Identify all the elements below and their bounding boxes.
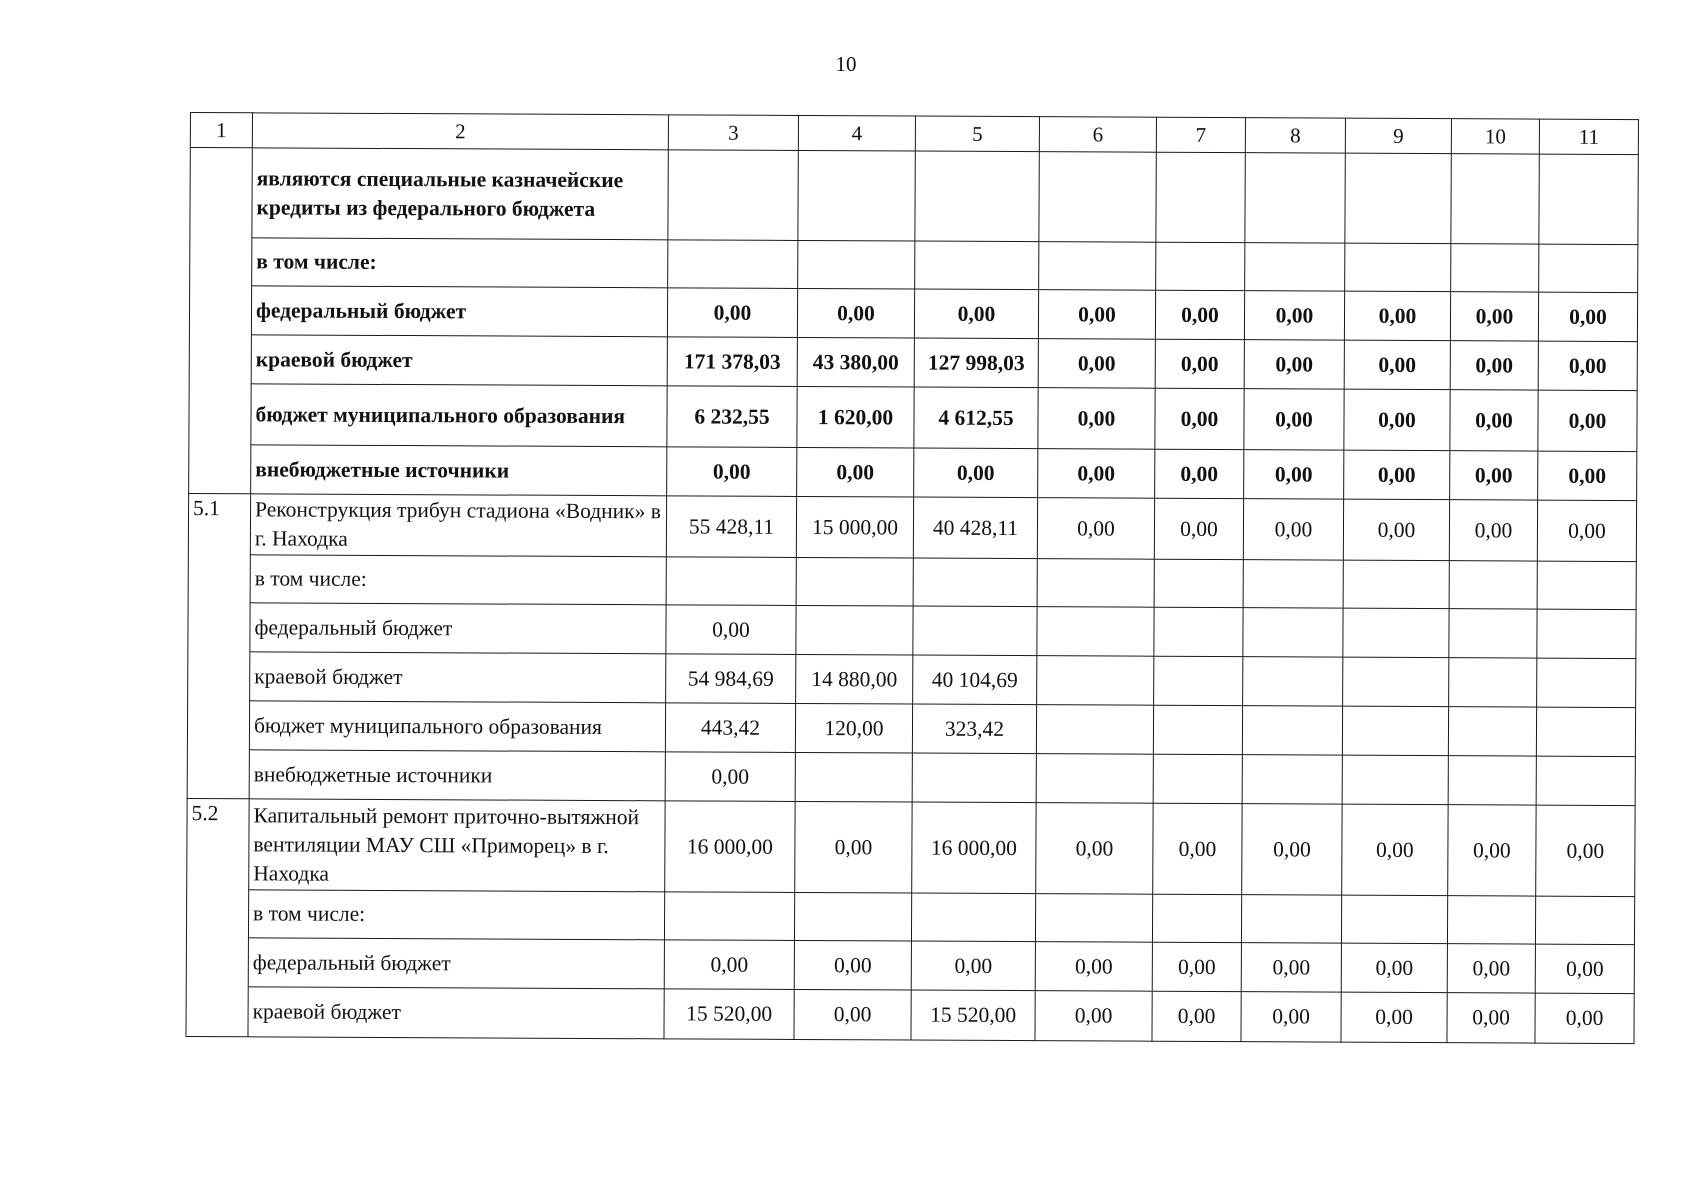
value-cell-col-10 [1451,244,1539,292]
table-row [187,749,1635,805]
value-cell-col-7: 0,00 [1153,803,1242,894]
row-label-cell: федеральный бюджет [250,603,666,654]
value-cell-col-6: 0,00 [1035,991,1152,1042]
value-cell-col-4: 0,00 [794,940,911,990]
value-cell-col-9 [1341,895,1447,944]
row-label-cell: в том числе: [248,890,664,940]
value-cell-col-9 [1343,560,1449,609]
value-cell-col-11 [1537,609,1636,658]
value-cell-col-9 [1342,755,1448,805]
column-header: 8 [1245,118,1345,153]
table-row [188,651,1636,707]
value-cell-col-4 [798,240,915,289]
value-cell-col-11 [1535,896,1634,944]
value-cell-col-11: 0,00 [1538,390,1637,451]
value-cell-col-9 [1345,153,1451,244]
row-label-cell: в том числе: [250,555,666,605]
value-cell-col-11: 0,00 [1535,993,1634,1043]
value-cell-col-5: 4 612,55 [914,387,1038,449]
row-label-cell: федеральный бюджет [251,286,667,337]
table-row [189,334,1637,390]
value-cell-col-5: 0,00 [911,941,1035,991]
value-cell-col-6 [1036,705,1153,755]
value-cell-col-9 [1345,243,1451,292]
value-cell-col-4 [796,557,913,606]
value-cell-col-9 [1343,608,1449,658]
value-cell-col-5: 40 104,69 [913,655,1037,705]
value-cell-col-7: 0,00 [1155,290,1244,339]
value-cell-col-7: 0,00 [1155,339,1244,388]
value-cell-col-6: 0,00 [1038,290,1155,340]
table-row [186,889,1634,944]
value-cell-col-11: 0,00 [1538,292,1637,341]
column-header: 2 [252,113,668,150]
value-cell-col-6 [1039,242,1156,291]
value-cell-col-5: 16 000,00 [912,802,1036,894]
row-label-cell: бюджет муниципального образования [251,384,667,447]
value-cell-col-9: 0,00 [1344,389,1450,451]
value-cell-col-4 [794,892,911,941]
value-cell-col-7: 0,00 [1154,498,1243,559]
table-row [186,986,1634,1043]
row-label-cell: внебюджетные источники [249,750,665,801]
value-cell-col-6 [1037,607,1154,657]
row-label-cell: являются специальные казначейские кредиты из федерального бюджета [252,148,668,240]
value-cell-col-7 [1152,894,1241,942]
value-cell-col-7 [1154,559,1243,607]
value-cell-col-11 [1537,561,1636,609]
value-cell-col-3: 0,00 [667,447,797,497]
table-row [186,937,1634,993]
value-cell-col-7: 0,00 [1152,942,1241,991]
value-cell-col-8: 0,00 [1244,291,1344,340]
value-cell-col-11: 0,00 [1538,451,1637,500]
value-cell-col-9: 0,00 [1341,992,1447,1043]
value-cell-col-7: 0,00 [1155,449,1244,498]
page-number: 10 [835,52,857,76]
value-cell-col-11: 0,00 [1537,500,1636,561]
value-cell-col-5 [913,606,1037,656]
value-cell-col-6 [1039,152,1156,243]
value-cell-col-10 [1449,658,1537,707]
row-label-cell: краевой бюджет [248,987,664,1039]
value-cell-col-8 [1243,560,1343,608]
column-header: 11 [1539,119,1638,154]
value-cell-col-9 [1343,657,1449,707]
value-cell-col-8 [1242,755,1342,804]
value-cell-col-10 [1448,707,1536,756]
value-cell-col-11: 0,00 [1535,944,1634,993]
value-cell-col-5 [915,241,1039,290]
value-cell-col-4: 0,00 [794,989,911,1040]
table-row [187,798,1635,896]
table-row [187,700,1635,756]
value-cell-col-6: 0,00 [1038,339,1155,389]
value-cell-col-7 [1156,152,1245,242]
row-label-cell: бюджет муниципального образования [249,701,665,752]
value-cell-col-4: 120,00 [795,703,912,753]
value-cell-col-4: 0,00 [797,447,914,497]
value-cell-col-10 [1449,609,1537,658]
column-header: 1 [190,113,252,148]
value-cell-col-6: 0,00 [1037,498,1154,560]
value-cell-col-3: 0,00 [665,752,795,802]
value-cell-col-3: 54 984,69 [666,654,796,704]
table-row [190,148,1638,245]
value-cell-col-5: 127 998,03 [914,338,1038,388]
column-header: 6 [1039,117,1156,153]
budget-table-body [186,113,1638,1044]
value-cell-col-9 [1342,706,1448,756]
value-cell-col-6 [1037,656,1154,706]
value-cell-col-8: 0,00 [1243,499,1343,560]
value-cell-col-9: 0,00 [1343,499,1449,561]
row-code-cell [189,148,253,494]
value-cell-col-9: 0,00 [1344,450,1450,500]
column-header: 9 [1345,118,1451,154]
value-cell-col-3: 0,00 [667,288,797,338]
value-cell-col-3: 15 520,00 [664,989,794,1040]
value-cell-col-3 [666,557,796,606]
value-cell-col-10: 0,00 [1450,341,1538,390]
value-cell-col-11 [1539,154,1638,244]
value-cell-col-3: 0,00 [664,940,794,990]
row-label-cell: краевой бюджет [251,335,667,386]
value-cell-col-10: 0,00 [1450,292,1538,341]
value-cell-col-5 [912,753,1036,803]
budget-table [185,112,1639,1044]
value-cell-col-8: 0,00 [1242,804,1342,895]
row-label-cell: краевой бюджет [250,652,666,703]
value-cell-col-6: 0,00 [1038,449,1155,499]
column-header: 10 [1451,119,1539,154]
value-cell-col-7: 0,00 [1152,991,1241,1041]
value-cell-col-8 [1241,895,1341,943]
value-cell-col-8 [1242,706,1342,755]
value-cell-col-3 [668,150,798,241]
column-header: 3 [668,115,798,151]
value-cell-col-6: 0,00 [1035,942,1152,992]
value-cell-col-11: 0,00 [1538,341,1637,390]
value-cell-col-4 [796,605,913,655]
row-label-cell: внебюджетные источники [251,445,667,496]
row-label-cell: Реконструкция трибун стадиона «Водник» в г. Находка [250,494,666,557]
value-cell-col-7 [1154,607,1243,656]
value-cell-col-11 [1537,658,1636,707]
table-row [188,554,1636,609]
value-cell-col-8 [1243,657,1343,706]
column-header: 4 [798,115,915,151]
value-cell-col-5 [913,558,1037,607]
value-cell-col-10 [1451,154,1539,244]
value-cell-col-4: 0,00 [795,801,912,893]
row-code-cell: 5.1 [187,493,250,798]
value-cell-col-10 [1447,896,1535,944]
value-cell-col-8 [1243,608,1343,657]
row-label-cell: в том числе: [252,238,668,288]
value-cell-col-5 [911,893,1035,942]
value-cell-col-5 [915,151,1039,242]
value-cell-col-10: 0,00 [1447,993,1535,1043]
table-row [188,602,1636,658]
value-cell-col-6: 0,00 [1036,803,1153,895]
value-cell-col-8: 0,00 [1244,450,1344,499]
value-cell-col-5: 40 428,11 [913,497,1037,559]
value-cell-col-10: 0,00 [1447,944,1535,993]
value-cell-col-5: 323,42 [912,704,1036,754]
value-cell-col-8 [1245,243,1345,291]
value-cell-col-4 [798,150,915,241]
value-cell-col-3: 0,00 [666,605,796,655]
value-cell-col-10: 0,00 [1450,451,1538,500]
value-cell-col-3: 55 428,11 [666,496,796,558]
column-header: 5 [915,116,1039,152]
value-cell-col-11: 0,00 [1536,805,1635,896]
value-cell-col-4: 1 620,00 [797,386,914,448]
value-cell-col-8: 0,00 [1244,340,1344,389]
row-code-cell: 5.2 [186,798,249,1036]
value-cell-col-3: 16 000,00 [665,801,795,893]
value-cell-col-9: 0,00 [1341,943,1447,993]
value-cell-col-4: 14 880,00 [796,654,913,704]
value-cell-col-8 [1245,153,1345,243]
value-cell-col-9: 0,00 [1342,804,1448,896]
value-cell-col-7 [1153,705,1242,754]
table-row [190,238,1638,293]
value-cell-col-8: 0,00 [1241,943,1341,992]
value-cell-col-11 [1539,244,1638,292]
value-cell-col-3 [664,892,794,941]
value-cell-col-4: 43 380,00 [797,337,914,387]
value-cell-col-8: 0,00 [1241,992,1341,1042]
value-cell-col-10: 0,00 [1449,500,1537,561]
value-cell-col-9: 0,00 [1344,340,1450,390]
value-cell-col-6 [1036,754,1153,804]
table-row [189,286,1637,342]
value-cell-col-5: 15 520,00 [911,990,1035,1041]
value-cell-col-9: 0,00 [1344,291,1450,341]
value-cell-col-6 [1035,894,1152,943]
table-row [189,444,1637,500]
value-cell-col-7 [1153,754,1242,803]
value-cell-col-10 [1449,561,1537,609]
value-cell-col-7 [1156,242,1245,290]
column-header: 7 [1156,117,1245,152]
value-cell-col-10: 0,00 [1448,805,1536,896]
value-cell-col-3 [668,240,798,289]
value-cell-col-3: 443,42 [665,703,795,753]
value-cell-col-11 [1536,756,1635,805]
value-cell-col-7: 0,00 [1155,388,1244,449]
row-label-cell: Капитальный ремонт приточно-вытяжной вентиляции МАУ СШ «Приморец» в г. Находка [249,799,665,892]
value-cell-col-4: 0,00 [797,288,914,338]
table-row [189,383,1637,451]
value-cell-col-6 [1037,559,1154,608]
value-cell-col-11 [1536,707,1635,756]
value-cell-col-3: 171 378,03 [667,337,797,387]
value-cell-col-4 [795,752,912,802]
value-cell-col-3: 6 232,55 [667,386,797,448]
value-cell-col-10: 0,00 [1450,390,1538,451]
row-label-cell: федеральный бюджет [248,938,664,989]
value-cell-col-7 [1154,656,1243,705]
table-row [188,493,1636,561]
value-cell-col-5: 0,00 [914,289,1038,339]
value-cell-col-6: 0,00 [1038,388,1155,450]
value-cell-col-5: 0,00 [914,448,1038,498]
value-cell-col-8: 0,00 [1244,389,1344,450]
value-cell-col-10 [1448,756,1536,805]
value-cell-col-4: 15 000,00 [796,496,913,558]
